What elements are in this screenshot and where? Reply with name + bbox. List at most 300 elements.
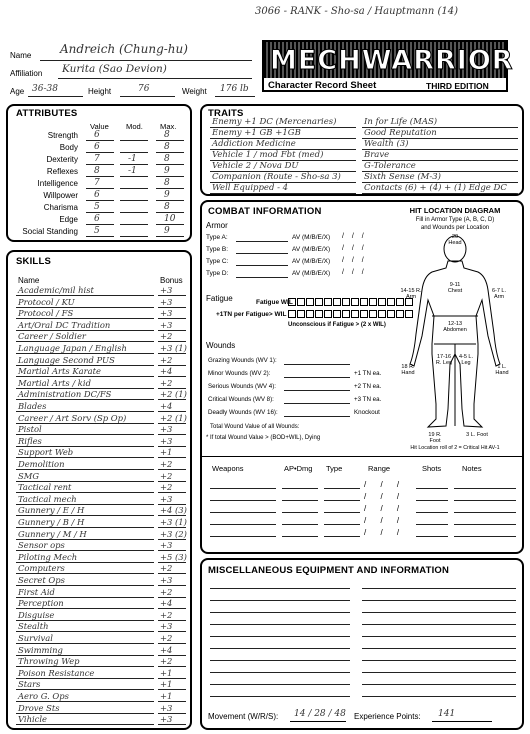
attribute-mod-line xyxy=(120,140,148,141)
movement-line xyxy=(290,721,346,722)
skill-bonus[interactable]: +4 xyxy=(160,598,173,609)
misc-line-right[interactable] xyxy=(362,648,516,649)
armor-slashes[interactable]: / / / xyxy=(342,233,367,240)
hit-rarm: 14-15 R. Arm xyxy=(400,288,422,300)
attribute-max[interactable]: 8 xyxy=(164,178,170,188)
weapon-line[interactable] xyxy=(210,524,276,525)
skill-name[interactable]: Computers xyxy=(18,563,65,574)
col-max: Max. xyxy=(160,122,177,131)
skill-bonus[interactable]: +2 (1) xyxy=(160,412,187,423)
xp-label: Experience Points: xyxy=(354,712,421,721)
wound-line xyxy=(284,416,350,417)
attribute-mod-line xyxy=(120,236,148,237)
weapon-col-header: Notes xyxy=(462,464,482,473)
total-wound: Total Wound Value of all Wounds: xyxy=(210,424,300,430)
skill-bonus[interactable]: +2 xyxy=(160,633,173,643)
attribute-max[interactable]: 8 xyxy=(164,202,170,212)
attribute-value-line xyxy=(86,200,114,201)
range-slashes[interactable]: / / / xyxy=(364,492,406,501)
skill-name[interactable]: Martial Arts Karate xyxy=(18,366,101,377)
skill-bonus[interactable]: +2 xyxy=(160,586,173,597)
skill-name[interactable]: Gunnery / E / H xyxy=(18,505,85,516)
skill-name[interactable]: Stars xyxy=(18,679,41,690)
skill-name[interactable]: Martial Arts / kid xyxy=(18,377,91,388)
armor-line xyxy=(236,277,288,278)
hit-footer: Hit Location roll of 2 = Critical Hit AV-1 xyxy=(410,445,500,451)
skills-header: SKILLS xyxy=(16,256,51,267)
skill-name[interactable]: Perception xyxy=(18,598,64,609)
skill-name[interactable]: Aero G. Ops xyxy=(18,691,69,701)
skill-name[interactable]: Art/Oral DC Tradition xyxy=(18,319,111,330)
attribute-name: Dexterity xyxy=(46,155,78,164)
fatigue-box[interactable] xyxy=(360,298,368,306)
hit-sub2: and Wounds per Location xyxy=(420,225,490,231)
traits-panel xyxy=(200,104,524,196)
trait-right[interactable]: In for Life (MAS) xyxy=(364,117,438,127)
logo-edition: THIRD EDITION xyxy=(426,81,489,91)
fatigue-box[interactable] xyxy=(324,298,332,306)
name-value[interactable]: Andreich (Chung-hu) xyxy=(60,42,188,56)
fatigue-box[interactable] xyxy=(333,298,341,306)
misc-line-right[interactable] xyxy=(362,684,516,685)
wound-effect: Knockout xyxy=(354,409,380,416)
attribute-max[interactable]: 8 xyxy=(164,142,170,152)
attribute-max[interactable]: 9 xyxy=(164,166,170,176)
skill-name[interactable]: First Aid xyxy=(18,586,55,597)
shots-line[interactable] xyxy=(416,536,448,537)
armor-type-label: Type C: xyxy=(206,258,229,265)
weapon-line[interactable] xyxy=(210,512,276,513)
weapon-line[interactable] xyxy=(210,488,276,489)
weapon-col-header: Weapons xyxy=(212,464,244,473)
fatigue-box[interactable] xyxy=(306,310,314,318)
attribute-value[interactable]: 6 xyxy=(94,190,100,200)
trait-right[interactable]: Wealth (3) xyxy=(364,139,409,149)
ap-line[interactable] xyxy=(282,488,318,489)
shots-line[interactable] xyxy=(416,524,448,525)
shots-line[interactable] xyxy=(416,512,448,513)
armor-slashes[interactable]: / / / xyxy=(342,257,367,264)
ap-line[interactable] xyxy=(282,536,318,537)
attribute-value-line xyxy=(86,224,114,225)
trait-left[interactable]: Vehicle 1 / mod Fbt (med) xyxy=(212,150,324,160)
attribute-value[interactable]: 6 xyxy=(94,214,100,224)
misc-line-left[interactable] xyxy=(210,636,350,637)
range-slashes[interactable]: / / / xyxy=(364,504,406,513)
skill-bonus[interactable]: +3 xyxy=(160,493,173,504)
misc-line-left[interactable] xyxy=(210,672,350,673)
attribute-mod-line xyxy=(120,164,148,165)
trait-left[interactable]: Enemy +1 DC (Mercenaries) xyxy=(212,117,337,127)
age-value[interactable]: 36-38 xyxy=(32,84,58,94)
height-label: Height xyxy=(88,87,112,96)
notes-line[interactable] xyxy=(454,500,516,501)
weapon-col-header: Type xyxy=(326,464,343,473)
type-line[interactable] xyxy=(324,488,360,489)
skill-name[interactable]: Throwing Wep xyxy=(18,656,80,667)
misc-line-right[interactable] xyxy=(362,660,516,661)
attribute-mod-line xyxy=(120,152,148,153)
skill-name[interactable]: Piloting Mech xyxy=(18,551,78,562)
movement-value[interactable]: 14 / 28 / 48 xyxy=(294,709,346,719)
skill-bonus[interactable]: +3 xyxy=(160,575,173,585)
attribute-max-line xyxy=(156,212,184,213)
range-slashes[interactable]: / / / xyxy=(364,480,406,489)
skill-bonus[interactable]: +3 xyxy=(160,714,173,725)
skill-name[interactable]: Drove Sts xyxy=(18,702,60,713)
attribute-max[interactable]: 8 xyxy=(164,130,170,140)
fatigue-box[interactable] xyxy=(297,310,305,318)
fatigue-box[interactable] xyxy=(297,298,305,306)
misc-line-left[interactable] xyxy=(210,624,350,625)
attribute-max[interactable]: 10 xyxy=(164,214,176,224)
notes-line[interactable] xyxy=(454,536,516,537)
attribute-value[interactable]: 8 xyxy=(94,166,100,176)
skill-name[interactable]: Survival xyxy=(18,633,53,643)
attribute-max[interactable]: 9 xyxy=(164,190,170,200)
logo-box xyxy=(262,40,514,92)
trait-line-left xyxy=(210,193,356,194)
attribute-max[interactable]: 8 xyxy=(164,154,170,164)
hit-rleg: 17-16 R. Leg xyxy=(435,354,453,366)
misc-line-right[interactable] xyxy=(362,636,516,637)
misc-line-left[interactable] xyxy=(210,588,350,589)
notes-line[interactable] xyxy=(454,512,516,513)
armor-slashes[interactable]: / / / xyxy=(342,269,367,276)
skill-name[interactable]: Language Japan / English xyxy=(18,343,127,353)
trait-right[interactable]: Sixth Sense (M-3) xyxy=(364,172,441,182)
col-mod: Mod. xyxy=(126,122,143,131)
skill-bonus[interactable]: +2 (1) xyxy=(160,389,187,400)
total-note: * If total Wound Value > (BOD+WIL), Dying xyxy=(206,435,321,441)
skill-line xyxy=(16,724,154,725)
hit-sub1: Fill in Armor Type (A, B, C, D) xyxy=(415,217,495,223)
misc-line-right[interactable] xyxy=(362,588,516,589)
hit-rhand: 18 R. Hand xyxy=(401,364,415,376)
fatigue-box[interactable] xyxy=(378,298,386,306)
wound-label: Critical Wounds (WV 8): xyxy=(208,396,274,403)
trait-right[interactable]: Contacts (6) + (4) + (1) Edge DC xyxy=(364,183,507,193)
xp-value[interactable]: 141 xyxy=(438,709,456,719)
logo-subtitle: Character Record Sheet xyxy=(268,80,377,91)
skill-bonus[interactable]: +3 xyxy=(160,308,173,319)
fatigue-box[interactable] xyxy=(315,310,323,318)
fatigue-unconscious: Unconscious if Fatigue > (2 x WIL) xyxy=(288,322,386,328)
attribute-value-line xyxy=(86,188,114,189)
trait-right[interactable]: Good Reputation xyxy=(364,128,437,138)
combat-panel xyxy=(200,200,524,554)
attribute-name: Willpower xyxy=(43,191,78,200)
weapon-col-header: Shots xyxy=(422,464,442,473)
attribute-name: Reflexes xyxy=(46,167,78,176)
skill-name[interactable]: Support Web xyxy=(18,447,74,458)
armor-av: AV (M/B/E/X) xyxy=(292,246,331,253)
attributes-panel xyxy=(6,104,192,242)
skill-name[interactable]: Career / Soldier xyxy=(18,331,86,342)
armor-av: AV (M/B/E/X) xyxy=(292,270,331,277)
misc-panel xyxy=(200,558,524,730)
attribute-name: Social Standing xyxy=(22,227,78,236)
attribute-value[interactable]: 5 xyxy=(94,226,100,236)
attribute-max[interactable]: 9 xyxy=(164,226,170,236)
hit-header: HIT LOCATION DIAGRAM xyxy=(409,206,501,215)
hit-head: 20 Head xyxy=(448,234,462,246)
weight-label: Weight xyxy=(182,87,207,96)
fatigue-box[interactable] xyxy=(378,310,386,318)
wound-line xyxy=(284,377,350,378)
trait-left[interactable]: Addiction Medicine xyxy=(212,139,296,149)
weapon-line[interactable] xyxy=(210,536,276,537)
skill-name[interactable]: Gunnery / B / H xyxy=(18,517,85,527)
trait-right[interactable]: G-Tolerance xyxy=(364,161,416,171)
fatigue-box[interactable] xyxy=(351,310,359,318)
weapon-line[interactable] xyxy=(210,500,276,501)
skill-bonus[interactable]: +2 xyxy=(160,656,173,667)
skill-name[interactable]: Blades xyxy=(18,401,47,411)
skill-bonus[interactable]: +2 xyxy=(160,470,173,481)
skill-bonus[interactable]: +2 xyxy=(160,377,173,388)
misc-lines[interactable] xyxy=(202,582,522,702)
range-slashes[interactable]: / / / xyxy=(364,516,406,525)
skill-bonus[interactable]: +4 xyxy=(160,401,173,411)
fatigue-label: Fatigue xyxy=(206,294,233,303)
fatigue-box[interactable] xyxy=(342,298,350,306)
skill-bonus[interactable]: +1 xyxy=(160,447,173,458)
weapons-header xyxy=(202,464,522,476)
attribute-value[interactable]: 6 xyxy=(94,142,100,152)
type-line[interactable] xyxy=(324,512,360,513)
skill-name[interactable]: Administration DC/FS xyxy=(18,389,112,400)
skill-bonus[interactable]: +2 xyxy=(160,354,173,365)
skill-bonus[interactable]: +3 (2) xyxy=(160,528,187,539)
weapons-lines[interactable] xyxy=(202,480,522,544)
ap-line[interactable] xyxy=(282,500,318,501)
affiliation-value[interactable]: Kurita (Sao Devion) xyxy=(62,63,167,75)
skill-bonus[interactable]: +3 (1) xyxy=(160,517,187,527)
skill-name[interactable]: Poison Resistance xyxy=(18,667,95,678)
skill-name[interactable]: Academic/mil hist xyxy=(18,285,94,295)
skill-name[interactable]: SMG xyxy=(18,470,40,481)
type-line[interactable] xyxy=(324,500,360,501)
misc-line-left[interactable] xyxy=(210,648,350,649)
hit-lfoot: 3 L. Foot xyxy=(466,432,488,438)
attribute-value[interactable]: 7 xyxy=(94,178,100,188)
shots-line[interactable] xyxy=(416,500,448,501)
attribute-name: Body xyxy=(59,143,78,152)
armor-type-label: Type D: xyxy=(206,270,229,277)
fatigue-box[interactable] xyxy=(306,298,314,306)
shots-line[interactable] xyxy=(416,488,448,489)
skill-name[interactable]: Swimming xyxy=(18,644,63,655)
skill-name[interactable]: Tactical mech xyxy=(18,493,77,504)
wound-line xyxy=(284,403,350,404)
skill-bonus[interactable]: +3 xyxy=(160,424,173,435)
wound-label: Minor Wounds (WV 2): xyxy=(208,370,271,377)
misc-line-right[interactable] xyxy=(362,672,516,673)
skill-bonus[interactable]: +2 xyxy=(160,563,173,574)
misc-line-left[interactable] xyxy=(210,600,350,601)
attribute-value-line xyxy=(86,176,114,177)
skill-name[interactable]: Protocol / FS xyxy=(18,308,74,319)
logo-title: MECHWARRIOR xyxy=(270,45,514,76)
wound-effect: +1 TN ea. xyxy=(354,370,382,377)
type-line[interactable] xyxy=(324,524,360,525)
attributes-rows xyxy=(8,131,190,241)
attribute-value[interactable]: 7 xyxy=(94,154,100,164)
wound-label: Grazing Wounds (WV 1): xyxy=(208,357,277,364)
skills-rows xyxy=(8,285,190,729)
range-slashes[interactable]: / / / xyxy=(364,528,406,537)
attribute-value-line xyxy=(86,212,114,213)
attribute-max-line xyxy=(156,188,184,189)
ap-line[interactable] xyxy=(282,524,318,525)
skill-bonus[interactable]: +3 xyxy=(160,702,173,713)
attribute-name: Strength xyxy=(47,131,78,140)
armor-type-label: Type A: xyxy=(206,234,228,241)
attributes-header: ATTRIBUTES xyxy=(16,108,78,119)
fatigue-box[interactable] xyxy=(360,310,368,318)
fatigue-row1: Fatigue WIL xyxy=(256,299,293,306)
skill-bonus[interactable]: +1 xyxy=(160,667,173,678)
fatigue-box[interactable] xyxy=(324,310,332,318)
skill-name[interactable]: Disguise xyxy=(18,609,55,620)
skill-bonus[interactable]: +3 xyxy=(160,540,173,551)
skill-bonus[interactable]: +2 xyxy=(160,459,173,469)
skill-name[interactable]: Sensor ops xyxy=(18,540,65,551)
skill-name[interactable]: Secret Ops xyxy=(18,575,65,585)
hit-lleg: 4-5 L. Leg xyxy=(458,354,474,366)
fatigue-box[interactable] xyxy=(342,310,350,318)
skill-bonus[interactable]: +4 xyxy=(160,644,173,655)
type-line[interactable] xyxy=(324,536,360,537)
skill-name[interactable]: Stealth xyxy=(18,621,49,632)
attribute-mod-line xyxy=(120,200,148,201)
weapons-divider xyxy=(202,456,522,457)
skill-bonus[interactable]: +3 xyxy=(160,285,173,295)
notes-line[interactable] xyxy=(454,488,516,489)
skill-bonus[interactable]: +2 xyxy=(160,482,173,493)
wound-effect: +2 TN ea. xyxy=(354,383,382,390)
misc-line-right[interactable] xyxy=(362,696,516,697)
attribute-name: Intelligence xyxy=(37,179,78,188)
col-skill-name: Name xyxy=(18,276,40,285)
skill-name[interactable]: Demolition xyxy=(18,459,65,469)
skill-name[interactable]: Pistol xyxy=(18,424,42,435)
skill-bonus[interactable]: +4 (3) xyxy=(160,505,187,516)
misc-line-left[interactable] xyxy=(210,684,350,685)
armor-rows xyxy=(202,234,382,284)
skill-name[interactable]: Protocol / KU xyxy=(18,296,75,307)
hit-abdomen: 12-13 Abdomen xyxy=(443,321,467,333)
skill-bonus[interactable]: +4 xyxy=(160,366,173,377)
armor-type-label: Type B: xyxy=(206,246,229,253)
skill-bonus[interactable]: +3 xyxy=(160,435,173,446)
attribute-value[interactable]: 6 xyxy=(94,130,100,140)
skill-bonus[interactable]: +3 xyxy=(160,621,173,632)
fatigue-box[interactable] xyxy=(288,310,296,318)
attribute-value-line xyxy=(86,140,114,141)
fatigue-box[interactable] xyxy=(351,298,359,306)
name-label: Name xyxy=(10,51,32,60)
skill-bonus[interactable]: +1 xyxy=(160,679,173,690)
trait-right[interactable]: Brave xyxy=(364,150,390,160)
skill-name[interactable]: Language Second PUS xyxy=(18,354,115,365)
skill-name[interactable]: Rifles xyxy=(18,435,42,446)
fatigue-row2: +1TN per Fatigue> WIL xyxy=(216,311,287,318)
trait-left[interactable]: Enemy +1 GB +1GB xyxy=(212,128,301,138)
armor-label: Armor xyxy=(206,221,228,230)
attribute-mod-line xyxy=(120,224,148,225)
misc-line-left[interactable] xyxy=(210,696,350,697)
misc-header: MISCELLANEOUS EQUIPMENT AND INFORMATION xyxy=(208,565,450,576)
skill-name[interactable]: Career / Art Sorv (Sp Op) xyxy=(18,412,127,423)
misc-line-right[interactable] xyxy=(362,624,516,625)
traits-rows xyxy=(202,118,522,196)
wound-line xyxy=(284,364,350,365)
trait-left[interactable]: Vehicle 2 / Nova DU xyxy=(212,161,299,171)
skill-bonus[interactable]: +3 xyxy=(160,319,173,330)
armor-slashes[interactable]: / / / xyxy=(342,245,367,252)
wound-line xyxy=(284,390,350,391)
trait-left[interactable]: Well Equipped - 4 xyxy=(212,183,289,193)
armor-line xyxy=(236,241,288,242)
wounds-label: Wounds xyxy=(206,341,236,350)
attribute-name: Charisma xyxy=(43,203,78,212)
armor-line xyxy=(236,253,288,254)
armor-av: AV (M/B/E/X) xyxy=(292,234,331,241)
attribute-max-line xyxy=(156,224,184,225)
wound-label: Deadly Wounds (WV 16): xyxy=(208,409,278,416)
skill-bonus[interactable]: +5 (3) xyxy=(160,551,187,562)
misc-line-left[interactable] xyxy=(210,660,350,661)
skill-name[interactable]: Tactical rent xyxy=(18,482,72,493)
attribute-value[interactable]: 5 xyxy=(94,202,100,212)
misc-line-right[interactable] xyxy=(362,600,516,601)
fatigue-box[interactable] xyxy=(369,310,377,318)
bonus-line xyxy=(158,724,186,725)
misc-line-right[interactable] xyxy=(362,612,516,613)
skill-name[interactable]: Vihicle xyxy=(18,714,47,725)
attribute-mod[interactable]: -1 xyxy=(128,154,137,164)
skill-bonus[interactable]: +3 xyxy=(160,296,173,307)
age-label: Age xyxy=(10,87,25,96)
attribute-max-line xyxy=(156,176,184,177)
skill-bonus[interactable]: +2 xyxy=(160,609,173,620)
attribute-mod-line xyxy=(120,212,148,213)
height-value[interactable]: 76 xyxy=(138,84,150,94)
trait-left[interactable]: Companion (Route - Sho-sa 3) xyxy=(212,172,341,182)
weight-value[interactable]: 176 lb xyxy=(220,84,249,94)
ap-line[interactable] xyxy=(282,512,318,513)
fatigue-box[interactable] xyxy=(369,298,377,306)
skill-bonus[interactable]: +3 (1) xyxy=(160,343,187,353)
skill-name[interactable]: Gunnery / M / H xyxy=(18,528,87,539)
attribute-mod[interactable]: -1 xyxy=(128,166,137,176)
notes-line[interactable] xyxy=(454,524,516,525)
fatigue-box[interactable] xyxy=(333,310,341,318)
skill-bonus[interactable]: +2 xyxy=(160,331,173,342)
fatigue-box[interactable] xyxy=(288,298,296,306)
col-value: Value xyxy=(90,122,109,131)
hit-larm: 6-7 L. Arm xyxy=(491,288,507,300)
attribute-value-line xyxy=(86,236,114,237)
attribute-value-line xyxy=(86,164,114,165)
attribute-mod-line xyxy=(120,188,148,189)
col-skill-bonus: Bonus xyxy=(160,276,183,285)
skill-bonus[interactable]: +1 xyxy=(160,691,173,701)
misc-line-left[interactable] xyxy=(210,612,350,613)
fatigue-box[interactable] xyxy=(315,298,323,306)
